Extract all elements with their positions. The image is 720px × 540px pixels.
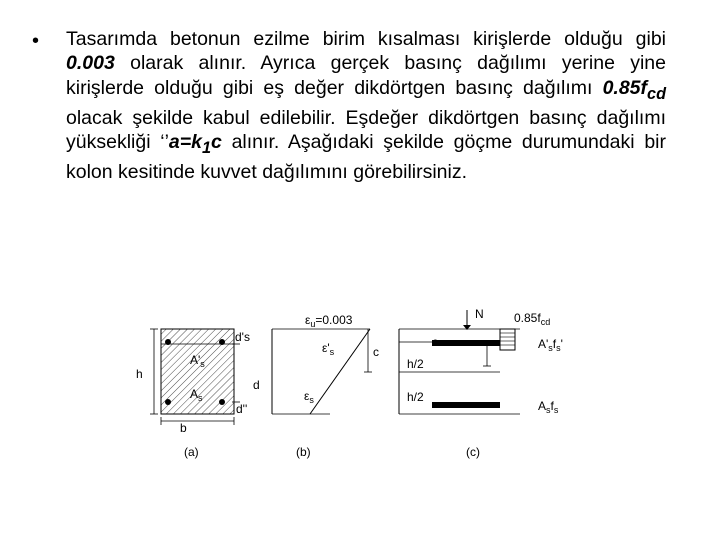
stress-value: $0.85f_{cd}$ [602, 76, 666, 103]
section-a [136, 329, 260, 459]
para-text-4: alınır. Aşağıdaki şekilde göçme durumundaki bir kolon kesitinde kuvvet dağılımını görebilirsiniz. [66, 131, 666, 184]
label-N: N [475, 307, 484, 321]
label-As-fs-prime: $A'_sf_s'$ [538, 337, 563, 353]
label-d-prime-s: d's [235, 330, 250, 344]
label-eps-prime-s: $\varepsilon'_s$ [322, 341, 335, 357]
bottom-rebar-right [219, 399, 225, 405]
tension-steel-force [432, 402, 500, 408]
label-h: h [136, 367, 143, 381]
label-As-fs: $A_sf_s$ [538, 399, 559, 415]
stress-block [500, 329, 515, 350]
section-c-forces [399, 307, 563, 459]
label-b: b [180, 421, 187, 435]
para-text-2: olarak alınır. Ayrıca gerçek basınç dağılımı yerine yine kirişlerde olduğu gibi eş değer dikdörtgen basınç dağılımı [66, 52, 666, 99]
bottom-rebar-left [165, 399, 171, 405]
para-text-1: Tasarımda betonun ezilme birim kısalması kirişlerde olduğu gibi [66, 28, 666, 50]
label-As-prime: $A'_s$ [190, 353, 205, 369]
label-eps-s: $\varepsilon_s$ [304, 389, 314, 405]
para-text-3: olacak şekilde kabul edilebilir. Eşdeğer dikdörtgen basınç dağılımı yüksekliği ‘’ [66, 106, 666, 154]
top-rebar-right [219, 339, 225, 345]
label-As: $A_s$ [190, 387, 203, 403]
caption-b: (b) [296, 445, 311, 459]
strain-profile-line [310, 329, 370, 414]
label-fcd: $0.85f_{cd}$ [514, 311, 551, 327]
label-h2-top: h/2 [407, 357, 424, 371]
bullet-point: • [32, 30, 40, 52]
top-rebar-left [165, 339, 171, 345]
label-d-double-prime: d'' [236, 402, 248, 416]
label-h2-bottom: h/2 [407, 390, 424, 404]
label-c: c [373, 345, 379, 359]
label-d: d [253, 378, 260, 392]
block-height-formula: $a=k_1c$ [168, 131, 222, 157]
label-eu: $\varepsilon_u=0.003$ [305, 313, 353, 329]
compression-steel-force [432, 340, 500, 346]
section-b-strain [272, 313, 379, 459]
caption-c: (c) [466, 445, 480, 459]
caption-a: (a) [184, 445, 199, 459]
strain-value: 0.003 [66, 52, 115, 75]
